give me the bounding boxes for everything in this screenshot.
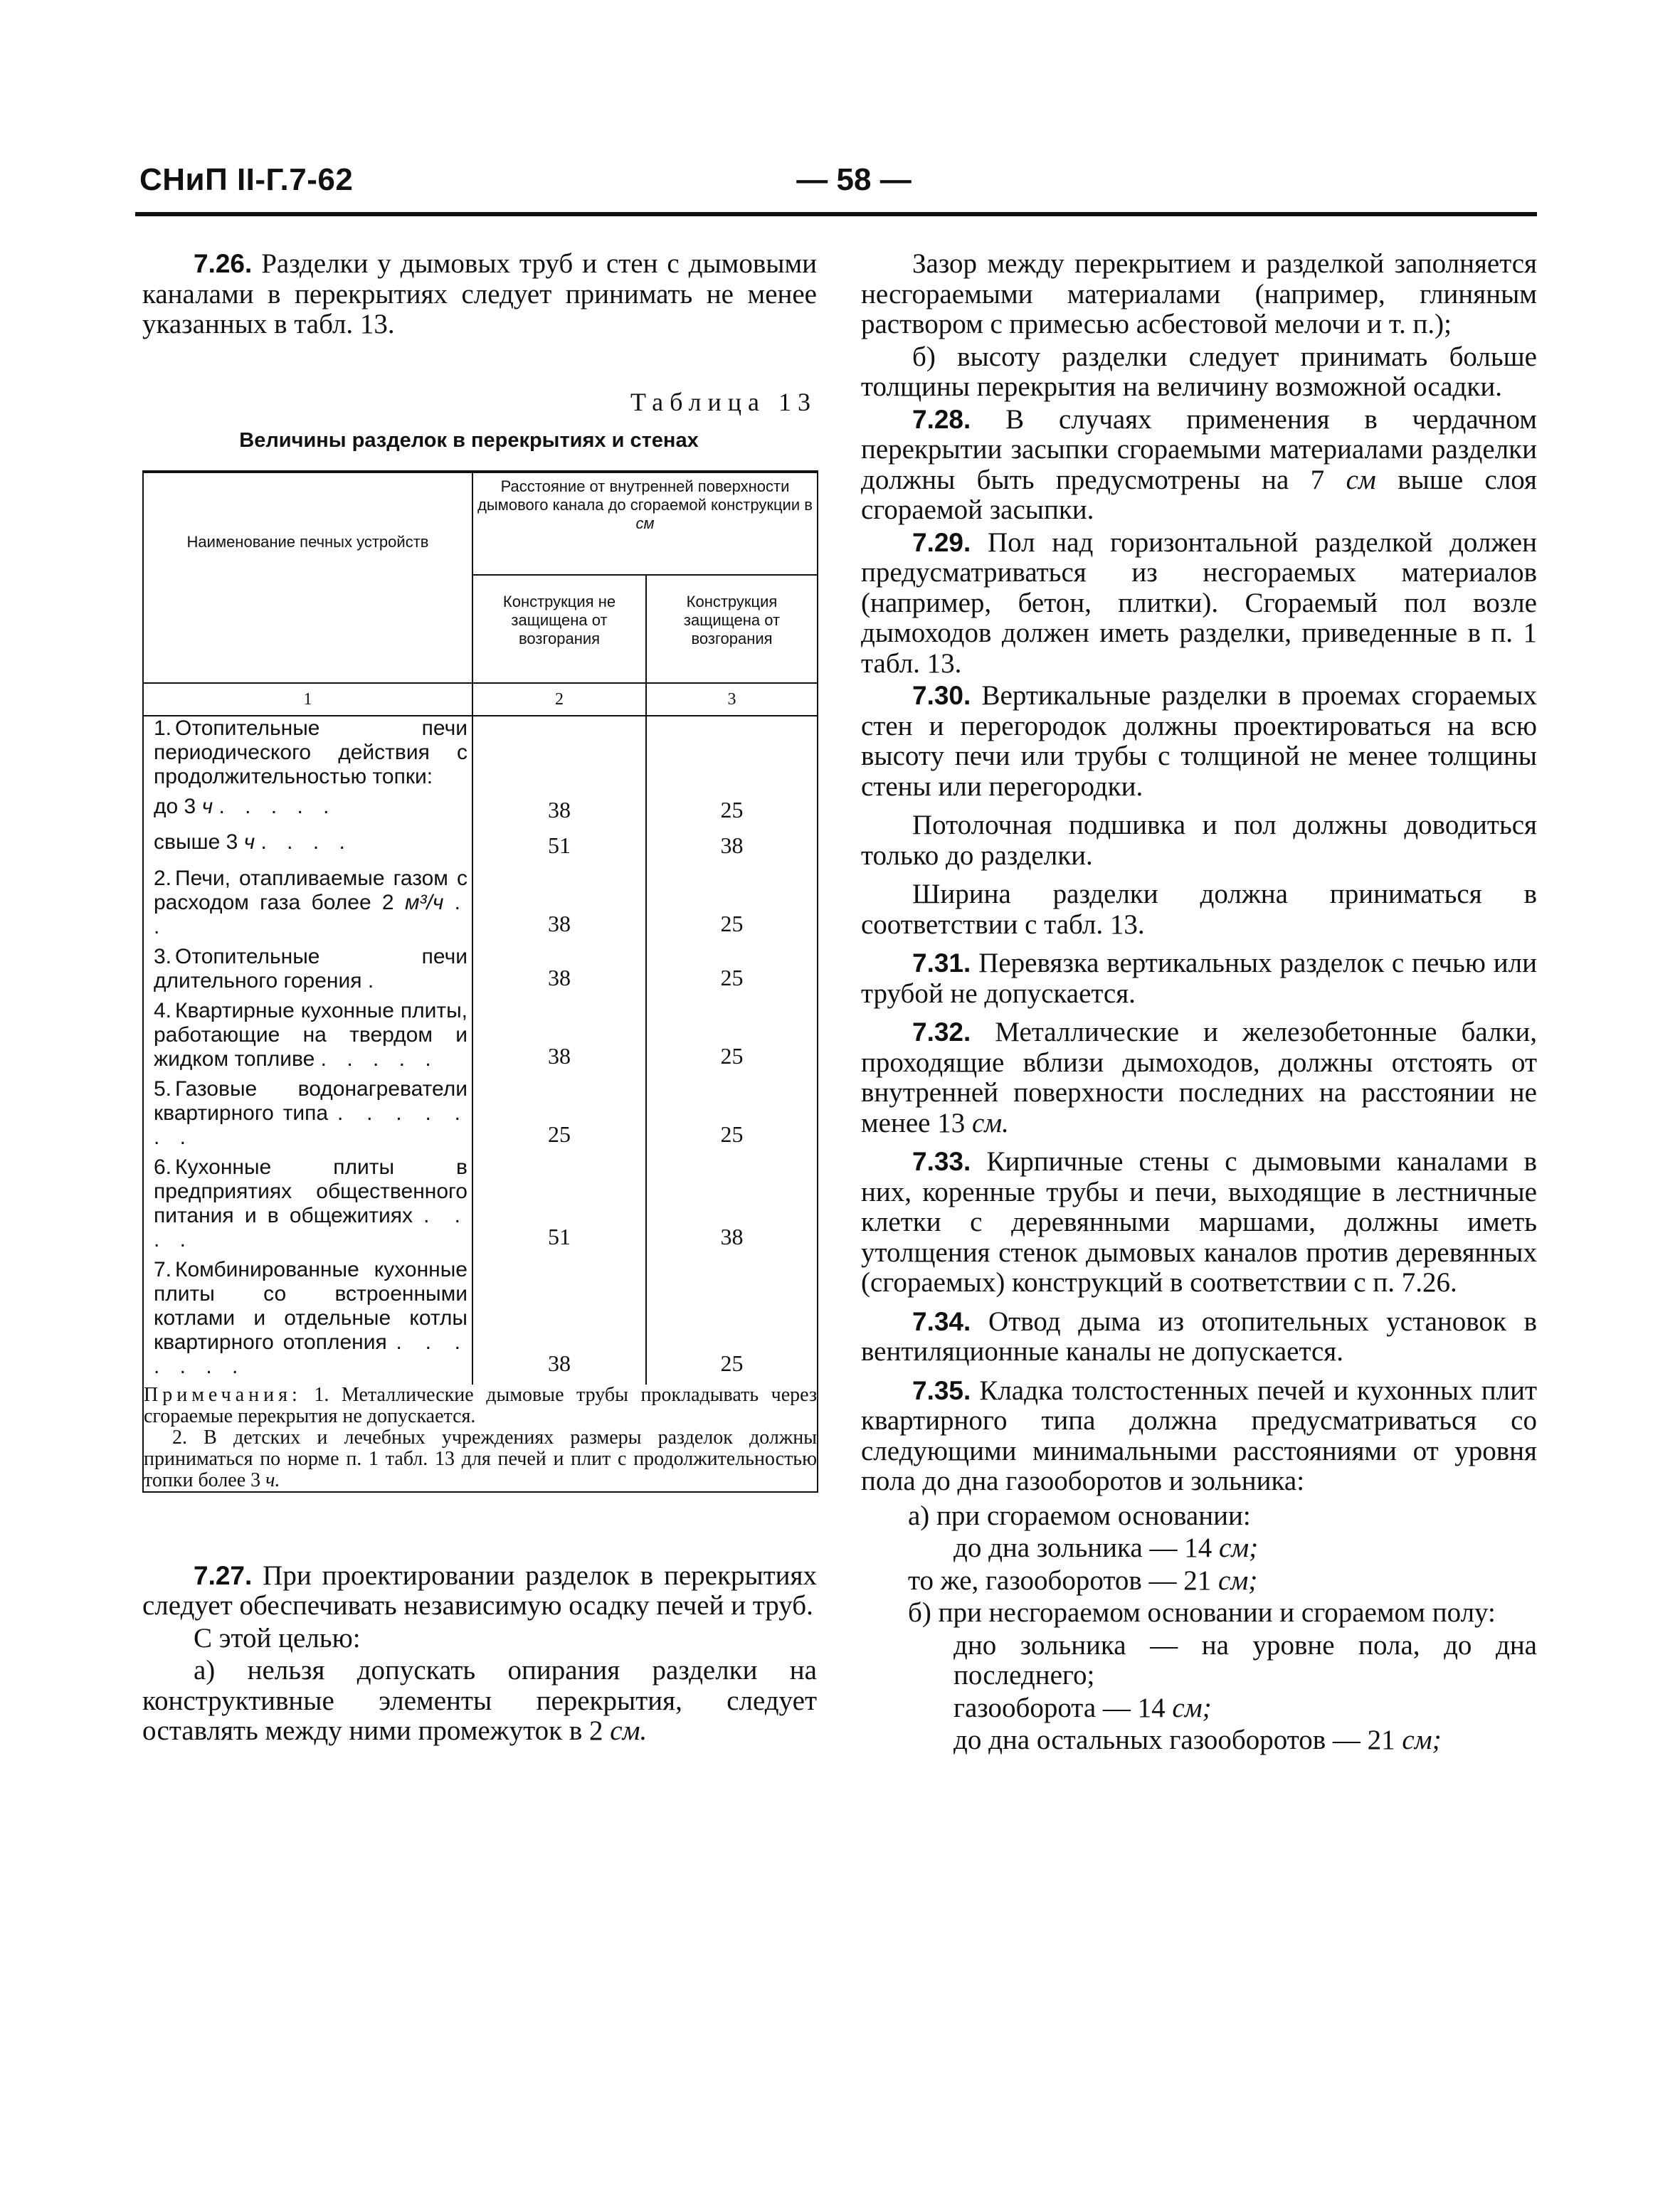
clause-number: 7.34. [912,1306,971,1336]
group-header-unit: см [635,514,655,532]
document-code: СНиП II-Г.7-62 [139,162,354,197]
list-text: до дна зольника — 14 [953,1533,1213,1563]
clause-text: Перевязка вертикальных разделок с печью или трубой не допускается. [861,948,1537,1009]
row-name [144,795,472,831]
clause-text: Металлические и железобетонные балки, проходящие вблизи дымоходов, должны отстоять от внутренней поверхности последних на расстоянии не менее 13 [861,1017,1537,1138]
value-protected [646,716,817,795]
row-number: 7. [154,1257,172,1281]
unit-text: см [1346,464,1376,495]
value-protected: 25 [720,1043,744,1069]
clause-number: 7.32. [912,1017,971,1047]
row-name [144,716,472,795]
table-row [144,795,817,831]
right-column [861,249,1537,1758]
row-name [144,830,472,867]
row-text: Квартирные кухонные плиты, работающие на твердом и жидком топливе [154,998,467,1071]
list-text: б) при несгораемом основании и сгораемом полу: [908,1597,1496,1628]
row-text: Кухонные плиты в предприятиях общественного питания и в общежитиях [154,1155,467,1227]
row-name [144,1155,472,1258]
paragraph-7-30 [861,681,1537,802]
clause-number: 7.33. [912,1147,971,1176]
list-b-item-2 [861,1693,1537,1724]
paragraph-b-height: б) высоту разделки следует принимать больше толщины перекрытия на величину возможной осадки. [861,341,1537,402]
row-text: Газовые водонагреватели квартирного типа [154,1076,467,1125]
row-name [144,945,472,999]
clause-number: 7.26. [194,249,253,278]
group-header-text: Расстояние от внутренней поверхности дымового канала до сгораемой конструкции в [477,477,813,514]
paragraph-7-27-b: С этой целью: [194,1622,361,1654]
clause-text: Пол над горизонтальной разделкой должен предусматриваться из несгораемых материалов (например, бетон, плитки). Сгораемый пол возле дымоходов должен иметь разделки, приведенные в п. 1 табл. 13. [861,527,1537,679]
row-unit: м³/ч [404,890,444,914]
row-number: 6. [154,1155,172,1179]
clause-text: Вертикальные разделки в проемах сгораемых стен и перегородок должны проектироваться на всю высоту печи или трубы с толщиной не менее толщины стены или перегородки. [861,680,1537,802]
column-header-name: Наименование печных устройств [144,472,472,683]
paragraph-7-31 [861,948,1537,1009]
column-number-1: 1 [144,683,472,716]
paragraph-7-35 [861,1376,1537,1497]
row-leader-dots: . . [154,890,468,938]
unit-text: см; [1218,1565,1258,1596]
row-text: Отопительные печи периодического действия с продолжительностью топки: [154,716,467,788]
row-number: 4. [154,998,172,1022]
table-title: Величины разделок в перекрытиях и стенах [239,429,699,452]
paragraph-7-26 [142,249,817,340]
row-text: Печи, отапливаемые газом с расходом газа более 2 [154,866,467,914]
clause-text: В случаях применения в чердачном перекрытии засыпки сгораемыми материалами разделки должны быть предусмотрены на 7 [861,403,1537,495]
table-row [144,716,817,795]
value-protected: 25 [720,1121,744,1147]
row-text: Комбинированные кухонные плиты со встроенными котлами и отдельные котлы квартирного отопления [154,1257,467,1354]
row-number: 5. [154,1076,172,1101]
clause-number: 7.27. [194,1560,253,1590]
clause-number: 7.35. [912,1375,971,1405]
table-notes [144,1385,817,1492]
table-row [144,867,817,945]
paragraph-7-27-a [142,1656,817,1747]
row-unit: ч [243,830,255,854]
paragraph-7-28 [861,405,1537,526]
row-leader-dots: . [367,968,381,993]
value-unprotected: 38 [472,999,646,1077]
column-header-protected: Конструкция защищена от возгорания [646,575,817,683]
column-header-unprotected: Конструкция не защищена от возгорания [472,575,646,683]
list-text: до дна остальных газооборотов — 21 [953,1725,1395,1755]
row-leader-dots: . . . . [260,830,352,854]
list-a-item-1 [861,1533,1537,1564]
clause-number: 7.29. [912,527,971,557]
row-text: свыше 3 [154,830,238,854]
unit-text: см; [1172,1692,1212,1723]
row-name [144,1077,472,1155]
row-leader-dots: . . . . [154,1203,467,1252]
list-text: то же, газооборотов — 21 [908,1565,1212,1596]
table-row [144,1155,817,1258]
value-unprotected: 38 [472,795,646,831]
clause-text: Кладка толстостенных печей и кухонных плит квартирного типа должна предусматриваться со следующими минимальными расстояниями от уровня пола до дна газооборотов и зольника: [861,1375,1538,1496]
row-text: Отопительные печи длительного горения [154,944,467,993]
clause-number: 7.28. [912,404,971,434]
paragraph-7-29 [861,528,1537,679]
row-number: 1. [154,716,172,740]
row-number: 2. [154,866,172,890]
row-leader-dots: . . . . . [320,1047,438,1071]
row-unit: ч [201,794,213,818]
value-protected: 25 [720,911,744,936]
row-name [144,1258,472,1385]
clause-text-tail: выше слоя сгораемой засыпки. [861,464,1537,525]
note-2-unit: ч. [265,1469,280,1491]
unit-text: см. [971,1107,1009,1138]
table-row [144,945,817,999]
value-protected: 25 [720,965,744,990]
list-b-item-1: дно зольника — на уровне пола, до дна последнего; [953,1629,1537,1691]
value-protected: 25 [720,1350,744,1376]
clause-number: 7.30. [912,681,971,710]
row-name [144,999,472,1077]
table-row [144,999,817,1077]
left-column [142,249,817,1749]
notes-label: Примечания: [144,1383,302,1406]
value-protected: 25 [720,796,744,822]
column-number-3: 3 [646,683,817,716]
list-text: газооборота — 14 [953,1692,1166,1723]
table-13 [142,470,818,1493]
list-a-item-2 [861,1566,1537,1597]
header-rule [135,212,1537,216]
row-text: до 3 [154,794,196,818]
row-leader-dots: . . . . . . . [154,1330,467,1378]
value-unprotected: 51 [472,830,646,867]
clause-text: Кирпичные стены с дымовыми каналами в них, коренные трубы и печи, выходящие в лестничные клетки с деревянными маршами, должны иметь утолщения стенок дымовых каналов против деревянных (сгораемых) конструкций в соответствии с п. 7.26. [861,1146,1538,1298]
row-name [144,867,472,945]
list-b-item-3 [861,1725,1537,1756]
clause-number: 7.31. [912,948,971,978]
unit-text: см; [1218,1533,1259,1563]
note-2: 2. В детских и лечебных учреждениях размеры разделок должны приниматься по норме п. 1 табл. 13 для печей и плит с продолжительностью топки более 3 [144,1426,817,1491]
list-a-heading: а) при сгораемом основании: [908,1500,1251,1531]
value-unprotected: 38 [472,867,646,945]
unit-text: см. [610,1715,648,1746]
unit-text: см; [1402,1725,1442,1755]
table-row [144,1258,817,1385]
clause-text: Разделки у дымовых труб и стен с дымовыми каналами в перекрытиях следует принимать не менее указанных в табл. 13. [142,248,818,339]
paragraph-7-33 [861,1147,1537,1298]
row-leader-dots: . . . . . . . [154,1101,467,1149]
paragraph-7-34 [861,1307,1537,1367]
paragraph-width: Ширина разделки должна приниматься в соответствии с табл. 13. [861,879,1537,940]
value-protected: 38 [720,832,744,858]
note-1: 1. Металлические дымовые трубы прокладывать через сгораемые перекрытия не допускается. [144,1383,818,1427]
clause-text: При проектировании разделок в перекрытиях следует обеспечивать независимую осадку печей и труб. [142,1560,817,1621]
value-unprotected: 38 [472,945,646,999]
table-caption: Таблица 13 [630,387,817,416]
page-number: — 58 — [796,162,912,197]
clause-text: Отвод дыма из отопительных установок в вентиляционные каналы не допускается. [861,1306,1537,1367]
value-unprotected: 38 [472,1258,646,1385]
value-unprotected: 51 [472,1155,646,1258]
paragraph-ceiling: Потолочная подшивка и пол должны доводиться только до разделки. [861,810,1537,871]
paragraph-7-32 [861,1017,1537,1138]
table-row [144,830,817,867]
column-header-group [472,472,817,575]
paragraph-gap: Зазор между перекрытием и разделкой заполняется несгораемыми материалами (например, глиняным раствором с примесью асбестовой мелочи и т. п.); [861,248,1537,339]
value-unprotected: 25 [472,1077,646,1155]
paragraph-7-27 [142,1561,817,1621]
row-leader-dots: . . . . . [218,794,337,818]
column-number-2: 2 [472,683,646,716]
list-b-heading [861,1598,1537,1629]
table-row [144,1077,817,1155]
value-protected: 38 [720,1224,744,1249]
clause-text: а) нельзя допускать опирания разделки на конструктивные элементы перекрытия, следует оставлять между ними промежуток в 2 [142,1655,817,1746]
row-number: 3. [154,944,172,968]
value-unprotected [472,716,646,795]
